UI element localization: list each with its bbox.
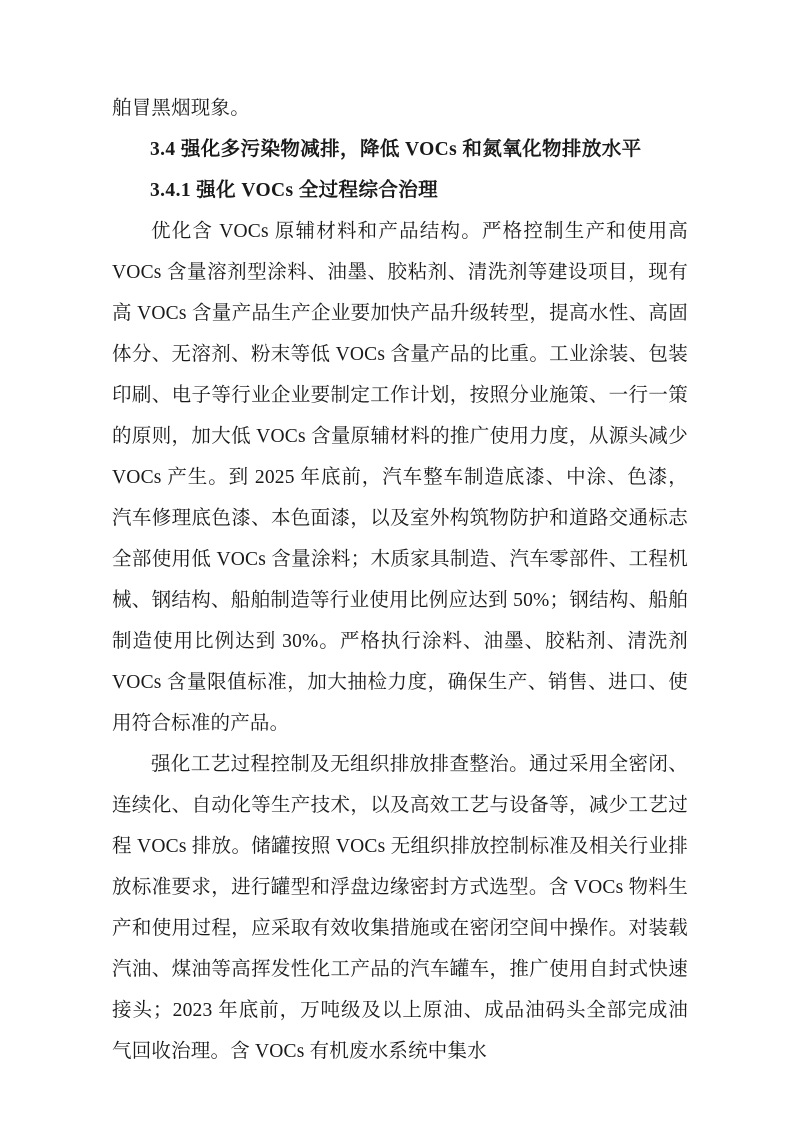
section-heading-3-4-1: 3.4.1 强化 VOCs 全过程综合治理: [150, 180, 439, 201]
paragraph-continuation: 舶冒黑烟现象。: [112, 98, 250, 119]
body-paragraph-1: 优化含 VOCs 原辅材料和产品结构。严格控制生产和使用高 VOCs 含量溶剂型涂料、油墨、胶粘剂、清洗剂等建设项目，现有高 VOCs 含量产品生产企业要加快产品升级转型，提高水性、高固体分、无溶剂、粉末等低 VOCs 含量产品的比重。工业涂装、包装印刷、电子等行业企业要制定工作计划，按照分业施策、一行一策的原则，加大低 VOCs 含量原辅材料的推广使用力度，从源头减少 VOCs 产生。到 2025 年底前，汽车整车制造底漆、中涂、色漆，汽车修理底色漆、本色面漆，以及室外构筑物防护和道路交通标志全部使用低 VOCs 含量涂料；木质家具制造、汽车零部件、工程机械、钢结构、船舶制造等行业使用比例应达到 50%；钢结构、船舶制造使用比例达到 30%。严格执行涂料、油墨、胶粘剂、清洗剂 VOCs 含量限值标准，加大抽检力度，确保生产、销售、进口、使用符合标准的产品。: [112, 221, 688, 734]
body-paragraph-2: 强化工艺过程控制及无组织排放排查整治。通过采用全密闭、连续化、自动化等生产技术，以及高效工艺与设备等，减少工艺过程 VOCs 排放。储罐按照 VOCs 无组织排放控制标准及相关行业排放标准要求，进行罐型和浮盘边缘密封方式选型。含 VOCs 物料生产和使用过程，应采取有效收集措施或在密闭空间中操作。对装载汽油、煤油等高挥发性化工产品的汽车罐车，推广使用自封式快速接头；2023 年底前，万吨级及以上原油、成品油码头全部完成油气回收治理。含 VOCs 有机废水系统中集水: [112, 754, 688, 1062]
document-body: [112, 88, 688, 1072]
section-heading-3-4: 3.4 强化多污染物减排，降低 VOCs 和氮氧化物排放水平: [150, 139, 642, 160]
